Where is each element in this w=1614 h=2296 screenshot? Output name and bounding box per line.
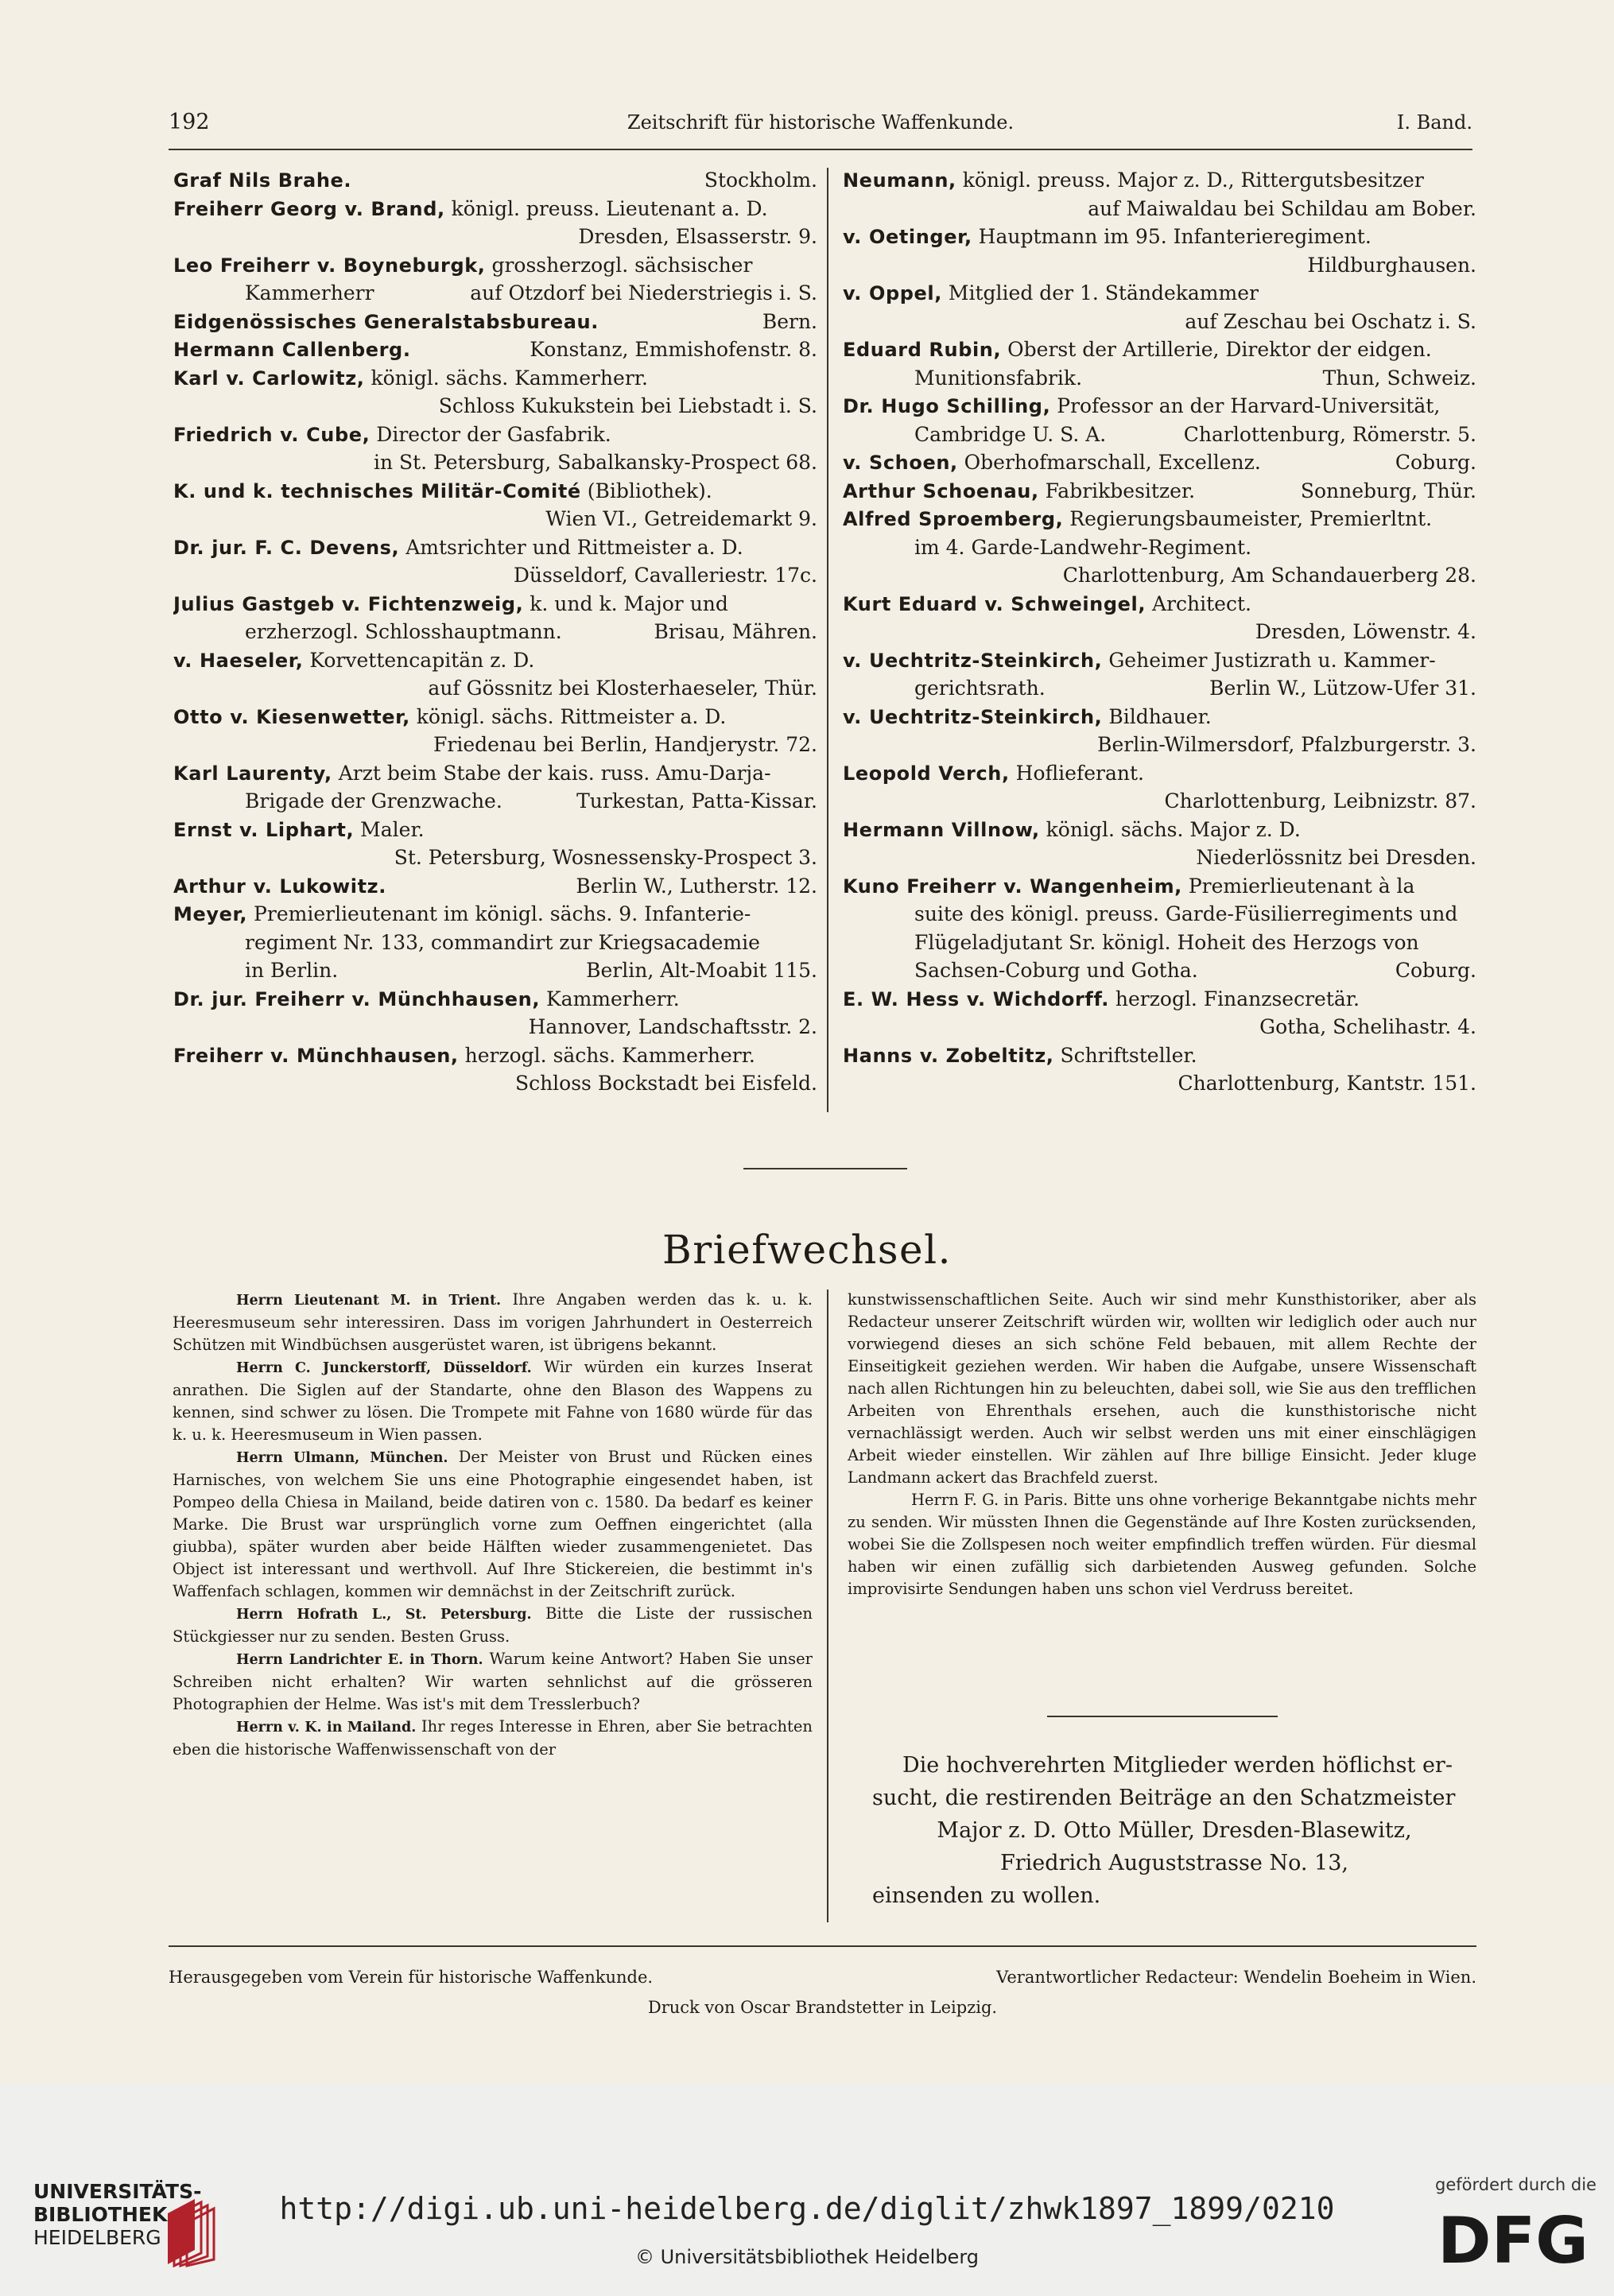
member-description: suite des königl. preuss. Garde-Füsilierregiments und [914, 902, 1458, 925]
member-line [843, 308, 1476, 336]
member-description: Korvettencapitän z. D. [303, 648, 535, 672]
member-line [843, 477, 1476, 506]
member-line [843, 392, 1476, 421]
correspondence-entry [173, 1356, 813, 1446]
member-entry [173, 335, 817, 364]
member-address: Dresden, Löwenstr. 4. [1255, 620, 1476, 643]
member-line [173, 392, 817, 421]
member-name: v. Oppel, [843, 282, 942, 304]
addressee: Herrn C. Junckerstorff, Düsseldorf. [236, 1360, 532, 1376]
member-address: Charlottenburg, Kantstr. 151. [1178, 1072, 1476, 1095]
member-entry [843, 223, 1476, 279]
member-name: Julius Gastgeb v. Fichtenzweig, [173, 592, 524, 615]
page-number: 192 [169, 110, 210, 134]
member-name: Ernst v. Liphart, [173, 818, 355, 841]
member-name: Hermann Villnow, [843, 818, 1040, 841]
member-line [843, 929, 1476, 957]
member-description: Premierlieutenant im königl. sächs. 9. Infanterie- [247, 902, 751, 925]
member-line [173, 448, 817, 477]
member-entry [173, 646, 817, 703]
member-name: Alfred Sproemberg, [843, 508, 1064, 530]
member-address: Thun, Schweiz. [1322, 366, 1476, 390]
member-entry [843, 1041, 1476, 1098]
member-line [843, 251, 1476, 280]
member-address: Charlottenburg, Am Schandauerberg 28. [1062, 564, 1476, 587]
member-description: Geheimer Justizrath u. Kammer- [1102, 648, 1436, 672]
member-line [173, 561, 817, 590]
member-name: Freiherr v. Münchhausen, [173, 1044, 459, 1067]
member-line [843, 195, 1476, 223]
member-entry [173, 816, 817, 872]
entry-text: Ihre Angaben werden das k. u. k. Heeresmuseum sehr interessiren. Dass im vorigen Jahrhundert in Oesterreich Schützen mit Windbüchsen ausgerüstet waren, ist übrigens bekannt. [173, 1290, 813, 1354]
printer: Druck von Oscar Brandstetter in Leipzig. [647, 1998, 998, 2017]
member-description: Professor an der Harvard-Universität, [1050, 394, 1441, 417]
member-line [843, 872, 1476, 901]
member-line [843, 1041, 1476, 1070]
notice-line: sucht, die restirenden Beiträge an den Schatzmeister [872, 1786, 1456, 1810]
column-divider [827, 168, 828, 1112]
member-line [173, 1041, 817, 1070]
member-line [843, 844, 1476, 872]
member-address: Bern. [762, 309, 817, 333]
member-line [173, 421, 817, 449]
member-line [173, 505, 817, 533]
copyright: © Universitätsbibliothek Heidelberg [634, 2246, 979, 2268]
member-line [843, 505, 1476, 533]
member-line [843, 279, 1476, 308]
publisher: Herausgegeben vom Verein für historische Waffenkunde. [169, 1968, 654, 1987]
member-description: Director der Gasfabrik. [370, 422, 611, 446]
entry-text: Der Meister von Brust und Rücken eines Harnisches, von welchem Sie uns eine Photographie eingesendet haben, ist Pompeo della Chiesa in Mailand, beide datiren von c. 1580. Da bedarf es keiner Marke. Die Brust war ursprünglich vorne zum Oeffnen eingerichtet (alla giubba), später wurden aber beide Hälften wieder zusammengenietet. Das Object ist interessant und werthvoll. Auf Ihre Stickereien, die bestimmt in's Waffenfach schlagen, kommen wir demnächst in der Zeitschrift zurück. [173, 1448, 813, 1600]
member-description: Mitglied der 1. Ständekammer [941, 281, 1259, 304]
member-name: Neumann, [843, 169, 956, 192]
member-address: Schloss Kukukstein bei Liebstadt i. S. [438, 394, 817, 417]
member-address: Turkestan, Patta-Kissar. [576, 789, 817, 813]
member-description: in Berlin. [245, 959, 339, 982]
member-line [843, 674, 1476, 703]
member-entry [173, 872, 817, 901]
funded-by: gefördert durch die [1435, 2175, 1597, 2194]
member-name: K. und k. technisches Militär-Comité [173, 479, 581, 502]
member-description: königl. sächs. Rittmeister a. D. [409, 704, 727, 728]
membership-notice [872, 1749, 1476, 1912]
member-description: im 4. Garde-Landwehr-Regiment. [914, 535, 1252, 559]
member-line [173, 223, 817, 251]
header-rule [169, 149, 1472, 150]
member-line [173, 1013, 817, 1041]
member-entry [843, 279, 1476, 335]
member-line [843, 618, 1476, 646]
member-name: v. Haeseler, [173, 649, 304, 672]
editor: Verantwortlicher Redacteur: Wendelin Boeheim in Wien. [996, 1968, 1476, 1987]
member-address: in St. Petersburg, Sabalkansky-Prospect 68. [373, 451, 817, 474]
member-description: erzherzogl. Schlosshauptmann. [245, 620, 562, 643]
member-description: Oberhofmarschall, Excellenz. [957, 451, 1261, 474]
member-name: Freiherr Georg v. Brand, [173, 197, 445, 220]
member-entry [173, 251, 817, 308]
member-address: Niederlössnitz bei Dresden. [1196, 846, 1476, 869]
member-entry [173, 703, 817, 759]
member-address: Gotha, Schelihastr. 4. [1259, 1015, 1476, 1038]
notice-line: einsenden zu wollen. [872, 1883, 1101, 1908]
member-line [843, 335, 1476, 364]
member-description: gerichtsrath. [914, 677, 1046, 700]
volume-label: I. Band. [1396, 111, 1472, 134]
member-description: königl. sächs. Kammerherr. [364, 366, 648, 390]
member-entry [843, 392, 1476, 448]
correspondence-entry [173, 1603, 813, 1648]
correspondence-right [848, 1289, 1476, 1600]
member-entry [173, 759, 817, 816]
addressee: Herrn Hofrath L., St. Petersburg. [236, 1607, 532, 1623]
member-entry [173, 166, 817, 195]
member-entry [843, 816, 1476, 872]
member-name: Dr. Hugo Schilling, [843, 395, 1051, 417]
member-description: Brigade der Grenzwache. [245, 789, 502, 813]
member-line [173, 787, 817, 816]
member-name: v. Uechtritz-Steinkirch, [843, 649, 1103, 672]
member-description: Regierungsbaumeister, Premierltnt. [1063, 507, 1433, 530]
member-line [173, 900, 817, 929]
member-line [173, 985, 817, 1014]
member-line [173, 731, 817, 759]
member-line [173, 844, 817, 872]
member-line [843, 533, 1476, 562]
member-line [173, 956, 817, 985]
member-address: auf Maiwaldau bei Schildau am Bober. [1088, 196, 1476, 220]
addressee: Herrn F. G. in Paris. [911, 1491, 1069, 1509]
member-entry [843, 590, 1476, 646]
member-name: Hermann Callenberg. [173, 339, 411, 361]
member-entry [173, 308, 817, 336]
member-description: Bildhauer. [1102, 704, 1212, 728]
member-entry [843, 872, 1476, 985]
notice-rule [1047, 1716, 1278, 1717]
member-address: Berlin W., Lutherstr. 12. [576, 874, 817, 898]
member-address: Brisau, Mähren. [654, 620, 817, 643]
member-line [173, 195, 817, 223]
member-description: (Bibliothek). [580, 479, 712, 502]
member-line [843, 759, 1476, 788]
member-address: Dresden, Elsasserstr. 9. [578, 225, 817, 248]
member-description: Oberst der Artillerie, Direktor der eidgen. [1001, 338, 1432, 361]
member-line [173, 872, 817, 901]
member-name: Arthur Schoenau, [843, 479, 1039, 502]
member-description: Munitionsfabrik. [914, 366, 1083, 390]
member-line [843, 787, 1476, 816]
member-entry [843, 703, 1476, 759]
notice-line: Friedrich Auguststrasse No. 13, [1000, 1851, 1348, 1875]
member-entry [173, 364, 817, 421]
member-line [843, 166, 1476, 195]
member-description: Cambridge U. S. A. [914, 422, 1107, 446]
member-address: St. Petersburg, Wosnessensky-Prospect 3. [394, 846, 817, 869]
member-name: Otto v. Kiesenwetter, [173, 705, 410, 728]
member-entry [843, 335, 1476, 392]
member-line [843, 421, 1476, 449]
member-address: Berlin, Alt-Moabit 115. [586, 959, 817, 982]
dfg-logo-icon [1437, 2210, 1589, 2267]
member-line [173, 308, 817, 336]
member-description: k. und k. Major und [523, 591, 728, 615]
entry-text: Ihr reges Interesse in Ehren, aber Sie betrachten eben die historische Waffenwissenschaft von der [173, 1717, 813, 1759]
member-name: Eidgenössisches Generalstabsbureau. [173, 310, 599, 333]
member-description: Architect. [1146, 591, 1251, 615]
member-line [173, 477, 817, 506]
member-line [843, 448, 1476, 477]
member-address: Hildburghausen. [1307, 253, 1476, 277]
member-line [173, 364, 817, 393]
correspondence-left [173, 1289, 813, 1761]
member-description: herzogl. sächs. Kammerherr. [458, 1043, 755, 1067]
member-name: Friedrich v. Cube, [173, 423, 371, 446]
running-header [169, 110, 1472, 142]
member-entry [173, 533, 817, 590]
member-address: auf Gössnitz bei Klosterhaeseler, Thür. [428, 677, 817, 700]
addressee: Herrn Lieutenant M. in Trient. [236, 1293, 502, 1309]
member-line [843, 900, 1476, 929]
member-name: v. Schoen, [843, 452, 958, 474]
correspondence-entry [173, 1648, 813, 1716]
member-line [173, 759, 817, 788]
library-name-line: HEIDELBERG [33, 2226, 161, 2249]
member-entry [843, 985, 1476, 1041]
member-entry [173, 1041, 817, 1098]
member-description: Kammerherr [245, 281, 374, 304]
member-line [843, 1069, 1476, 1098]
member-entry [173, 985, 817, 1041]
member-line [173, 618, 817, 646]
member-entry [843, 166, 1476, 223]
correspondence-entry [848, 1489, 1476, 1600]
addressee: Herrn v. K. in Mailand. [236, 1720, 417, 1736]
member-description: königl. sächs. Major z. D. [1039, 817, 1301, 841]
member-list-left [173, 166, 817, 1098]
member-entry [173, 900, 817, 985]
correspondence-entry [173, 1289, 813, 1356]
member-description: Sachsen-Coburg und Gotha. [914, 959, 1198, 982]
member-address: Düsseldorf, Cavalleriestr. 17c. [513, 564, 817, 587]
member-name: v. Uechtritz-Steinkirch, [843, 705, 1103, 728]
member-line [843, 364, 1476, 393]
member-address: Berlin W., Lützow-Ufer 31. [1209, 677, 1476, 700]
member-address: Wien VI., Getreidemarkt 9. [545, 507, 817, 530]
member-line [843, 703, 1476, 731]
member-address: auf Otzdorf bei Niederstriegis i. S. [470, 281, 817, 304]
entry-text: Warum keine Antwort? Haben Sie unser Schreiben nicht erhalten? Wir warten sehnlichst auf die grösseren Photographien der Helme. Was ist's mit dem Tresslerbuch? [173, 1650, 813, 1713]
member-name: Graf Nils Brahe. [173, 169, 352, 192]
permalink-url[interactable]: http://digi.ub.uni-heidelberg.de/diglit/zhwk1897_1899/0210 [279, 2191, 1335, 2226]
notice-line: Major z. D. Otto Müller, Dresden-Blasewitz, [937, 1818, 1412, 1843]
member-line [173, 279, 817, 308]
member-address: Konstanz, Emmishofenstr. 8. [530, 338, 817, 361]
entry-text: Bitte uns ohne vorherige Bekanntgabe nichts mehr zu senden. Wir müssten Ihnen die Gegenstände auf Ihre Kosten zurücksenden, wobei Sie die Zollspesen noch weiter empfindlich treffen würden. Für diesmal haben wir einen zufällig sich darbietenden Ausweg gefunden. Solche improvisirte Sendungen haben uns schon viel Verdruss bereitet. [848, 1491, 1476, 1598]
dfg-wordmark: DFG [1437, 2210, 1589, 2267]
notice-line: Die hochverehrten Mitglieder werden höflichst er- [902, 1753, 1453, 1778]
member-description: königl. preuss. Lieutenant a. D. [444, 196, 768, 220]
member-name: Leopold Verch, [843, 762, 1010, 785]
member-address: Friedenau bei Berlin, Handjerystr. 72. [433, 733, 817, 756]
member-name: Eduard Rubin, [843, 339, 1002, 361]
member-entry [173, 421, 817, 477]
member-name: Leo Freiherr v. Boyneburgk, [173, 254, 486, 277]
section-divider [743, 1168, 907, 1169]
member-name: Dr. jur. Freiherr v. Münchhausen, [173, 987, 541, 1010]
member-description: Premierlieutenant à la [1181, 874, 1415, 898]
member-address: Coburg. [1395, 959, 1476, 982]
member-description: königl. preuss. Major z. D., Rittergutsbesitzer [956, 169, 1424, 192]
member-address: Berlin-Wilmersdorf, Pfalzburgerstr. 3. [1097, 733, 1476, 756]
member-line [843, 731, 1476, 759]
member-line [173, 335, 817, 364]
member-description: Amtsrichter und Rittmeister a. D. [399, 535, 743, 559]
member-name: Kuno Freiherr v. Wangenheim, [843, 875, 1182, 898]
member-description: Maler. [354, 817, 425, 841]
member-line [173, 590, 817, 619]
correspondence-entry [173, 1716, 813, 1761]
member-name: E. W. Hess v. Wichdorff. [843, 987, 1109, 1010]
member-line [843, 223, 1476, 251]
member-entry [173, 477, 817, 533]
member-name: Meyer, [173, 903, 248, 925]
member-line [843, 561, 1476, 590]
member-line [843, 985, 1476, 1014]
member-name: v. Oetinger, [843, 226, 972, 248]
member-address: Charlottenburg, Leibnizstr. 87. [1164, 789, 1476, 813]
member-entry [173, 195, 817, 251]
member-line [173, 1069, 817, 1098]
member-line [173, 251, 817, 280]
member-line [173, 533, 817, 562]
addressee: Herrn Ulmann, München. [236, 1450, 448, 1466]
member-address: Charlottenburg, Römerstr. 5. [1183, 422, 1476, 446]
member-line [173, 674, 817, 703]
addressee: Herrn Landrichter E. in Thorn. [236, 1652, 483, 1668]
member-address: Hannover, Landschaftsstr. 2. [528, 1015, 817, 1038]
member-address: Stockholm. [704, 169, 817, 192]
member-entry [843, 448, 1476, 477]
member-address: Schloss Bockstadt bei Eisfeld. [514, 1072, 817, 1095]
footer-rule [169, 1945, 1476, 1947]
member-list-right [843, 166, 1476, 1098]
member-name: Dr. jur. F. C. Devens, [173, 536, 400, 559]
member-line [173, 703, 817, 731]
member-entry [173, 590, 817, 646]
member-line [843, 956, 1476, 985]
member-name: Arthur v. Lukowitz. [173, 875, 386, 898]
member-name: Karl Laurenty, [173, 762, 332, 785]
member-line [173, 646, 817, 675]
member-line [173, 816, 817, 844]
member-line [843, 816, 1476, 844]
entry-text: Bitte die Liste der russischen Stückgiesser nur zu senden. Besten Gruss. [173, 1604, 813, 1646]
library-name-line: BIBLIOTHEK [33, 2203, 168, 2226]
correspondence-continued: kunstwissenschaftlichen Seite. Auch wir sind mehr Kunsthistoriker, aber als Redacteur unserer Zeitschrift würden wir, wollten wir lediglich oder auch nur vorwiegend dieses an sich schöne Feld bebauen, mit allem Rechte der Einseitigkeit geziehen werden. Wir haben die Aufgabe, unsere Wissenschaft nach allen Richtungen hin zu beleuchten, dabei soll, wie Sie aus den trefflichen Arbeiten von Ehrenthals ersehen, auch die kunsthistorische nicht vernachlässigt werden. Auch wir selbst werden uns mit einer einschlägigen Arbeit wieder einstellen. Wir zählen auf Ihre billige Einsicht. Jeder kluge Landmann ackert das Brachfeld zuerst. [848, 1290, 1476, 1487]
member-entry [843, 646, 1476, 703]
member-line [843, 646, 1476, 675]
column-divider-lower [827, 1290, 828, 1922]
section-title: Briefwechsel. [662, 1227, 952, 1273]
member-description: herzogl. Finanzsecretär. [1108, 987, 1360, 1010]
member-line [173, 929, 817, 957]
member-name: Kurt Eduard v. Schweingel, [843, 592, 1146, 615]
member-line [173, 166, 817, 195]
member-line [843, 590, 1476, 619]
member-description: grossherzogl. sächsischer [485, 253, 753, 277]
member-entry [843, 477, 1476, 506]
member-name: Hanns v. Zobeltitz, [843, 1044, 1054, 1067]
member-description: Hoflieferant. [1009, 761, 1144, 785]
member-entry [843, 505, 1476, 590]
journal-title: Zeitschrift für historische Waffenkunde. [627, 111, 1015, 134]
member-description: Hauptmann im 95. Infanterieregiment. [972, 225, 1372, 248]
member-line [843, 1013, 1476, 1041]
member-description: Kammerherr. [540, 987, 680, 1010]
member-name: Karl v. Carlowitz, [173, 367, 365, 390]
entry-text: Wir würden ein kurzes Inserat anrathen. Die Siglen auf der Standarte, ohne den Blason des Wappens zu kennen, sind schwer zu lösen. Die Trompete mit Fahne von 1680 würde für das k. u. k. Heeresmuseum in Wien passen. [173, 1358, 813, 1444]
member-description: Flügeladjutant Sr. königl. Hoheit des Herzogs von [914, 930, 1419, 954]
correspondence-entry [173, 1446, 813, 1603]
member-address: Sonneburg, Thür. [1300, 479, 1476, 502]
member-address: Coburg. [1395, 451, 1476, 474]
member-entry [843, 759, 1476, 816]
member-description: regiment Nr. 133, commandirt zur Kriegsacademie [245, 930, 760, 954]
member-address: auf Zeschau bei Oschatz i. S. [1185, 309, 1476, 333]
member-description: Arzt beim Stabe der kais. russ. Amu-Darja- [332, 761, 771, 785]
library-name-line: UNIVERSITÄTS- [33, 2180, 202, 2203]
member-description: Fabrikbesitzer. [1038, 479, 1196, 502]
member-description: Schriftsteller. [1053, 1043, 1197, 1067]
